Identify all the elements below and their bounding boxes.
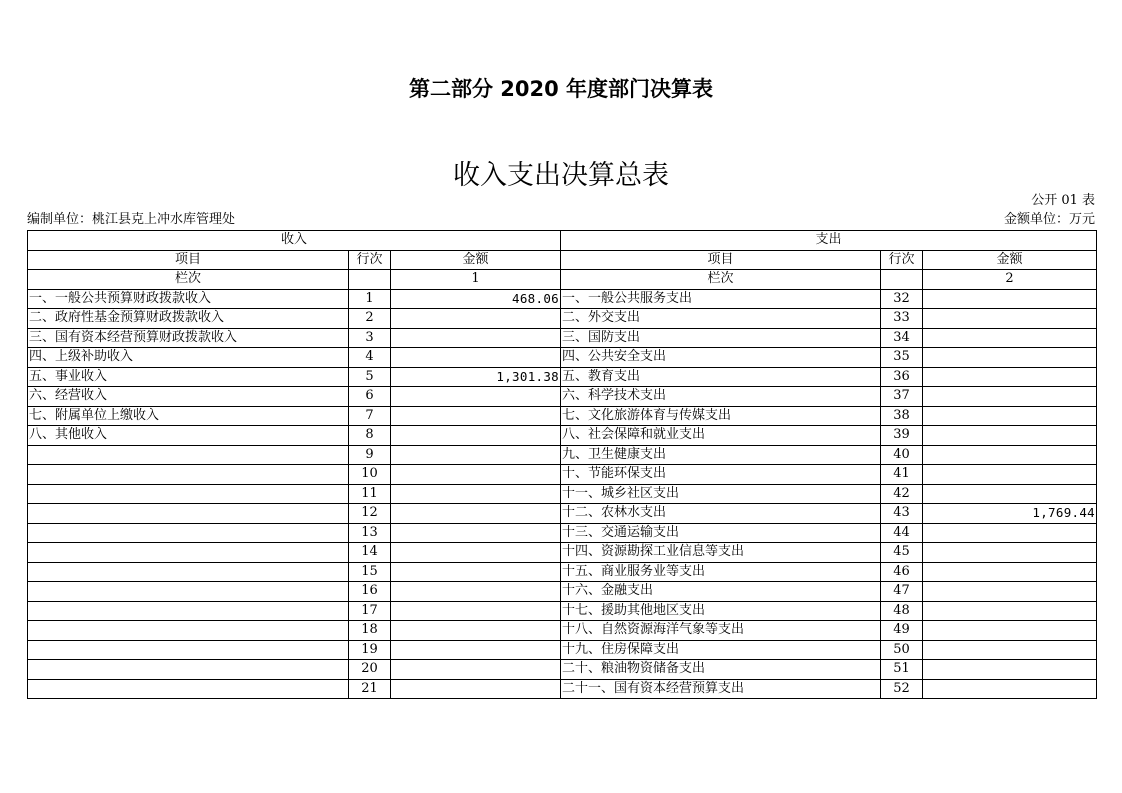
- table-row: [28, 309, 1097, 329]
- income-column-index-label: 栏次: [28, 270, 349, 290]
- expense-line-cell: 36: [881, 367, 923, 387]
- expense-amount-cell: [923, 387, 1097, 407]
- expense-line-cell: 34: [881, 328, 923, 348]
- expense-column-index-label: 栏次: [561, 270, 881, 290]
- income-item-cell: [28, 660, 349, 680]
- expense-item-cell: 十八、自然资源海洋气象等支出: [561, 621, 881, 641]
- income-line-cell: 15: [349, 562, 391, 582]
- expense-amount-cell: [923, 445, 1097, 465]
- table-row: [28, 387, 1097, 407]
- income-item-cell: [28, 523, 349, 543]
- income-line-cell: 9: [349, 445, 391, 465]
- table-row: [28, 621, 1097, 641]
- income-line-cell: 18: [349, 621, 391, 641]
- table-row: [28, 543, 1097, 563]
- income-amount-cell: [391, 484, 561, 504]
- income-line-cell: 20: [349, 660, 391, 680]
- income-amount-cell: [391, 387, 561, 407]
- table-row: [28, 426, 1097, 446]
- table-row: [28, 523, 1097, 543]
- table-row: [28, 582, 1097, 602]
- table-row: [28, 660, 1097, 680]
- income-line-cell: 17: [349, 601, 391, 621]
- income-item-cell: [28, 484, 349, 504]
- income-item-cell: 一、一般公共预算财政拨款收入: [28, 289, 349, 309]
- table-row: [28, 289, 1097, 309]
- income-column-no: 1: [391, 270, 561, 290]
- expense-amount-cell: [923, 543, 1097, 563]
- header-row-sections: [28, 231, 1097, 251]
- expense-line-cell: 40: [881, 445, 923, 465]
- income-line-cell: 8: [349, 426, 391, 446]
- income-amount-header: 金额: [391, 250, 561, 270]
- expense-item-cell: 十七、援助其他地区支出: [561, 601, 881, 621]
- expense-amount-cell: [923, 406, 1097, 426]
- income-column-index-blank: [349, 270, 391, 290]
- compiling-unit: 编制单位：桃江县克上冲水库管理处: [27, 212, 236, 227]
- income-amount-cell: 468.06: [391, 289, 561, 309]
- income-item-cell: [28, 465, 349, 485]
- expense-column-index-blank: [881, 270, 923, 290]
- expense-line-cell: 32: [881, 289, 923, 309]
- expense-item-cell: 四、公共安全支出: [561, 348, 881, 368]
- income-amount-cell: [391, 562, 561, 582]
- expense-item-cell: 十三、交通运输支出: [561, 523, 881, 543]
- income-line-cell: 3: [349, 328, 391, 348]
- income-section-header: 收入: [28, 231, 561, 251]
- expense-line-cell: 46: [881, 562, 923, 582]
- income-amount-cell: [391, 406, 561, 426]
- income-item-cell: [28, 543, 349, 563]
- expense-item-cell: 五、教育支出: [561, 367, 881, 387]
- income-item-cell: [28, 445, 349, 465]
- amount-unit: 金额单位：万元: [1003, 212, 1095, 227]
- expense-line-cell: 37: [881, 387, 923, 407]
- expense-amount-cell: 1,769.44: [923, 504, 1097, 524]
- expense-item-cell: 二、外交支出: [561, 309, 881, 329]
- table-row: [28, 562, 1097, 582]
- expense-line-cell: 44: [881, 523, 923, 543]
- income-item-cell: [28, 640, 349, 660]
- expense-item-cell: 十二、农林水支出: [561, 504, 881, 524]
- header-row-index: [28, 270, 1097, 290]
- income-item-cell: [28, 601, 349, 621]
- expense-amount-cell: [923, 582, 1097, 602]
- expense-item-cell: 三、国防支出: [561, 328, 881, 348]
- expense-item-cell: 七、文化旅游体育与传媒支出: [561, 406, 881, 426]
- expense-item-cell: 十、节能环保支出: [561, 465, 881, 485]
- expense-line-cell: 33: [881, 309, 923, 329]
- income-amount-cell: [391, 601, 561, 621]
- expense-amount-cell: [923, 348, 1097, 368]
- expense-amount-cell: [923, 465, 1097, 485]
- expense-amount-cell: [923, 367, 1097, 387]
- table-code: 公开 01 表: [1031, 193, 1095, 208]
- income-item-header: 项目: [28, 250, 349, 270]
- income-line-cell: 2: [349, 309, 391, 329]
- income-amount-cell: [391, 621, 561, 641]
- expense-amount-cell: [923, 621, 1097, 641]
- table-row: [28, 445, 1097, 465]
- income-line-cell: 11: [349, 484, 391, 504]
- expense-amount-cell: [923, 523, 1097, 543]
- income-item-cell: 五、事业收入: [28, 367, 349, 387]
- income-line-cell: 4: [349, 348, 391, 368]
- expense-line-cell: 50: [881, 640, 923, 660]
- income-line-cell: 16: [349, 582, 391, 602]
- income-item-cell: [28, 582, 349, 602]
- expense-amount-cell: [923, 484, 1097, 504]
- expense-item-cell: 六、科学技术支出: [561, 387, 881, 407]
- income-line-cell: 6: [349, 387, 391, 407]
- expense-item-cell: 九、卫生健康支出: [561, 445, 881, 465]
- income-item-cell: [28, 621, 349, 641]
- income-amount-cell: [391, 426, 561, 446]
- table-title: 收入支出决算总表: [453, 160, 669, 191]
- income-item-cell: 六、经营收入: [28, 387, 349, 407]
- income-line-cell: 21: [349, 679, 391, 699]
- expense-item-cell: 一、一般公共服务支出: [561, 289, 881, 309]
- expense-line-cell: 39: [881, 426, 923, 446]
- expense-item-cell: 二十一、国有资本经营预算支出: [561, 679, 881, 699]
- table-row: [28, 601, 1097, 621]
- income-item-cell: [28, 504, 349, 524]
- expense-amount-cell: [923, 289, 1097, 309]
- income-amount-cell: [391, 465, 561, 485]
- expense-line-cell: 38: [881, 406, 923, 426]
- expense-column-no: 2: [923, 270, 1097, 290]
- expense-line-cell: 35: [881, 348, 923, 368]
- part-title: 第二部分 2020 年度部门决算表: [408, 77, 714, 101]
- expense-line-cell: 43: [881, 504, 923, 524]
- income-line-header: 行次: [349, 250, 391, 270]
- income-line-cell: 7: [349, 406, 391, 426]
- expense-item-cell: 十九、住房保障支出: [561, 640, 881, 660]
- income-item-cell: [28, 679, 349, 699]
- income-item-cell: 二、政府性基金预算财政拨款收入: [28, 309, 349, 329]
- income-line-cell: 1: [349, 289, 391, 309]
- expense-amount-cell: [923, 426, 1097, 446]
- table-row: [28, 504, 1097, 524]
- table-row: [28, 640, 1097, 660]
- expense-amount-header: 金额: [923, 250, 1097, 270]
- income-line-cell: 14: [349, 543, 391, 563]
- expense-item-header: 项目: [561, 250, 881, 270]
- income-amount-cell: [391, 348, 561, 368]
- table-row: [28, 328, 1097, 348]
- expense-line-cell: 42: [881, 484, 923, 504]
- expense-section-header: 支出: [561, 231, 1097, 251]
- income-amount-cell: [391, 660, 561, 680]
- expense-item-cell: 十五、商业服务业等支出: [561, 562, 881, 582]
- income-item-cell: 七、附属单位上缴收入: [28, 406, 349, 426]
- income-amount-cell: [391, 328, 561, 348]
- income-item-cell: [28, 562, 349, 582]
- table-row: [28, 679, 1097, 699]
- income-amount-cell: [391, 679, 561, 699]
- income-amount-cell: [391, 543, 561, 563]
- expense-amount-cell: [923, 679, 1097, 699]
- income-line-cell: 5: [349, 367, 391, 387]
- expense-line-cell: 47: [881, 582, 923, 602]
- income-expense-table: [27, 230, 1097, 699]
- table-row: [28, 484, 1097, 504]
- expense-item-cell: 二十、粮油物资储备支出: [561, 660, 881, 680]
- income-line-cell: 10: [349, 465, 391, 485]
- income-line-cell: 19: [349, 640, 391, 660]
- table-row: [28, 465, 1097, 485]
- table-row: [28, 367, 1097, 387]
- income-item-cell: 四、上级补助收入: [28, 348, 349, 368]
- expense-item-cell: 十四、资源勘探工业信息等支出: [561, 543, 881, 563]
- income-amount-cell: [391, 504, 561, 524]
- expense-amount-cell: [923, 660, 1097, 680]
- income-amount-cell: [391, 309, 561, 329]
- table-row: [28, 406, 1097, 426]
- income-amount-cell: [391, 640, 561, 660]
- expense-line-cell: 51: [881, 660, 923, 680]
- expense-item-cell: 十六、金融支出: [561, 582, 881, 602]
- income-amount-cell: [391, 445, 561, 465]
- income-item-cell: 三、国有资本经营预算财政拨款收入: [28, 328, 349, 348]
- expense-amount-cell: [923, 601, 1097, 621]
- expense-amount-cell: [923, 640, 1097, 660]
- expense-line-cell: 48: [881, 601, 923, 621]
- income-amount-cell: [391, 523, 561, 543]
- expense-line-cell: 52: [881, 679, 923, 699]
- expense-line-cell: 49: [881, 621, 923, 641]
- income-line-cell: 13: [349, 523, 391, 543]
- expense-line-cell: 45: [881, 543, 923, 563]
- expense-line-cell: 41: [881, 465, 923, 485]
- expense-amount-cell: [923, 562, 1097, 582]
- header-row-columns: [28, 250, 1097, 270]
- income-amount-cell: 1,301.38: [391, 367, 561, 387]
- expense-item-cell: 八、社会保障和就业支出: [561, 426, 881, 446]
- expense-amount-cell: [923, 309, 1097, 329]
- expense-amount-cell: [923, 328, 1097, 348]
- expense-line-header: 行次: [881, 250, 923, 270]
- expense-item-cell: 十一、城乡社区支出: [561, 484, 881, 504]
- income-amount-cell: [391, 582, 561, 602]
- income-item-cell: 八、其他收入: [28, 426, 349, 446]
- income-line-cell: 12: [349, 504, 391, 524]
- table-row: [28, 348, 1097, 368]
